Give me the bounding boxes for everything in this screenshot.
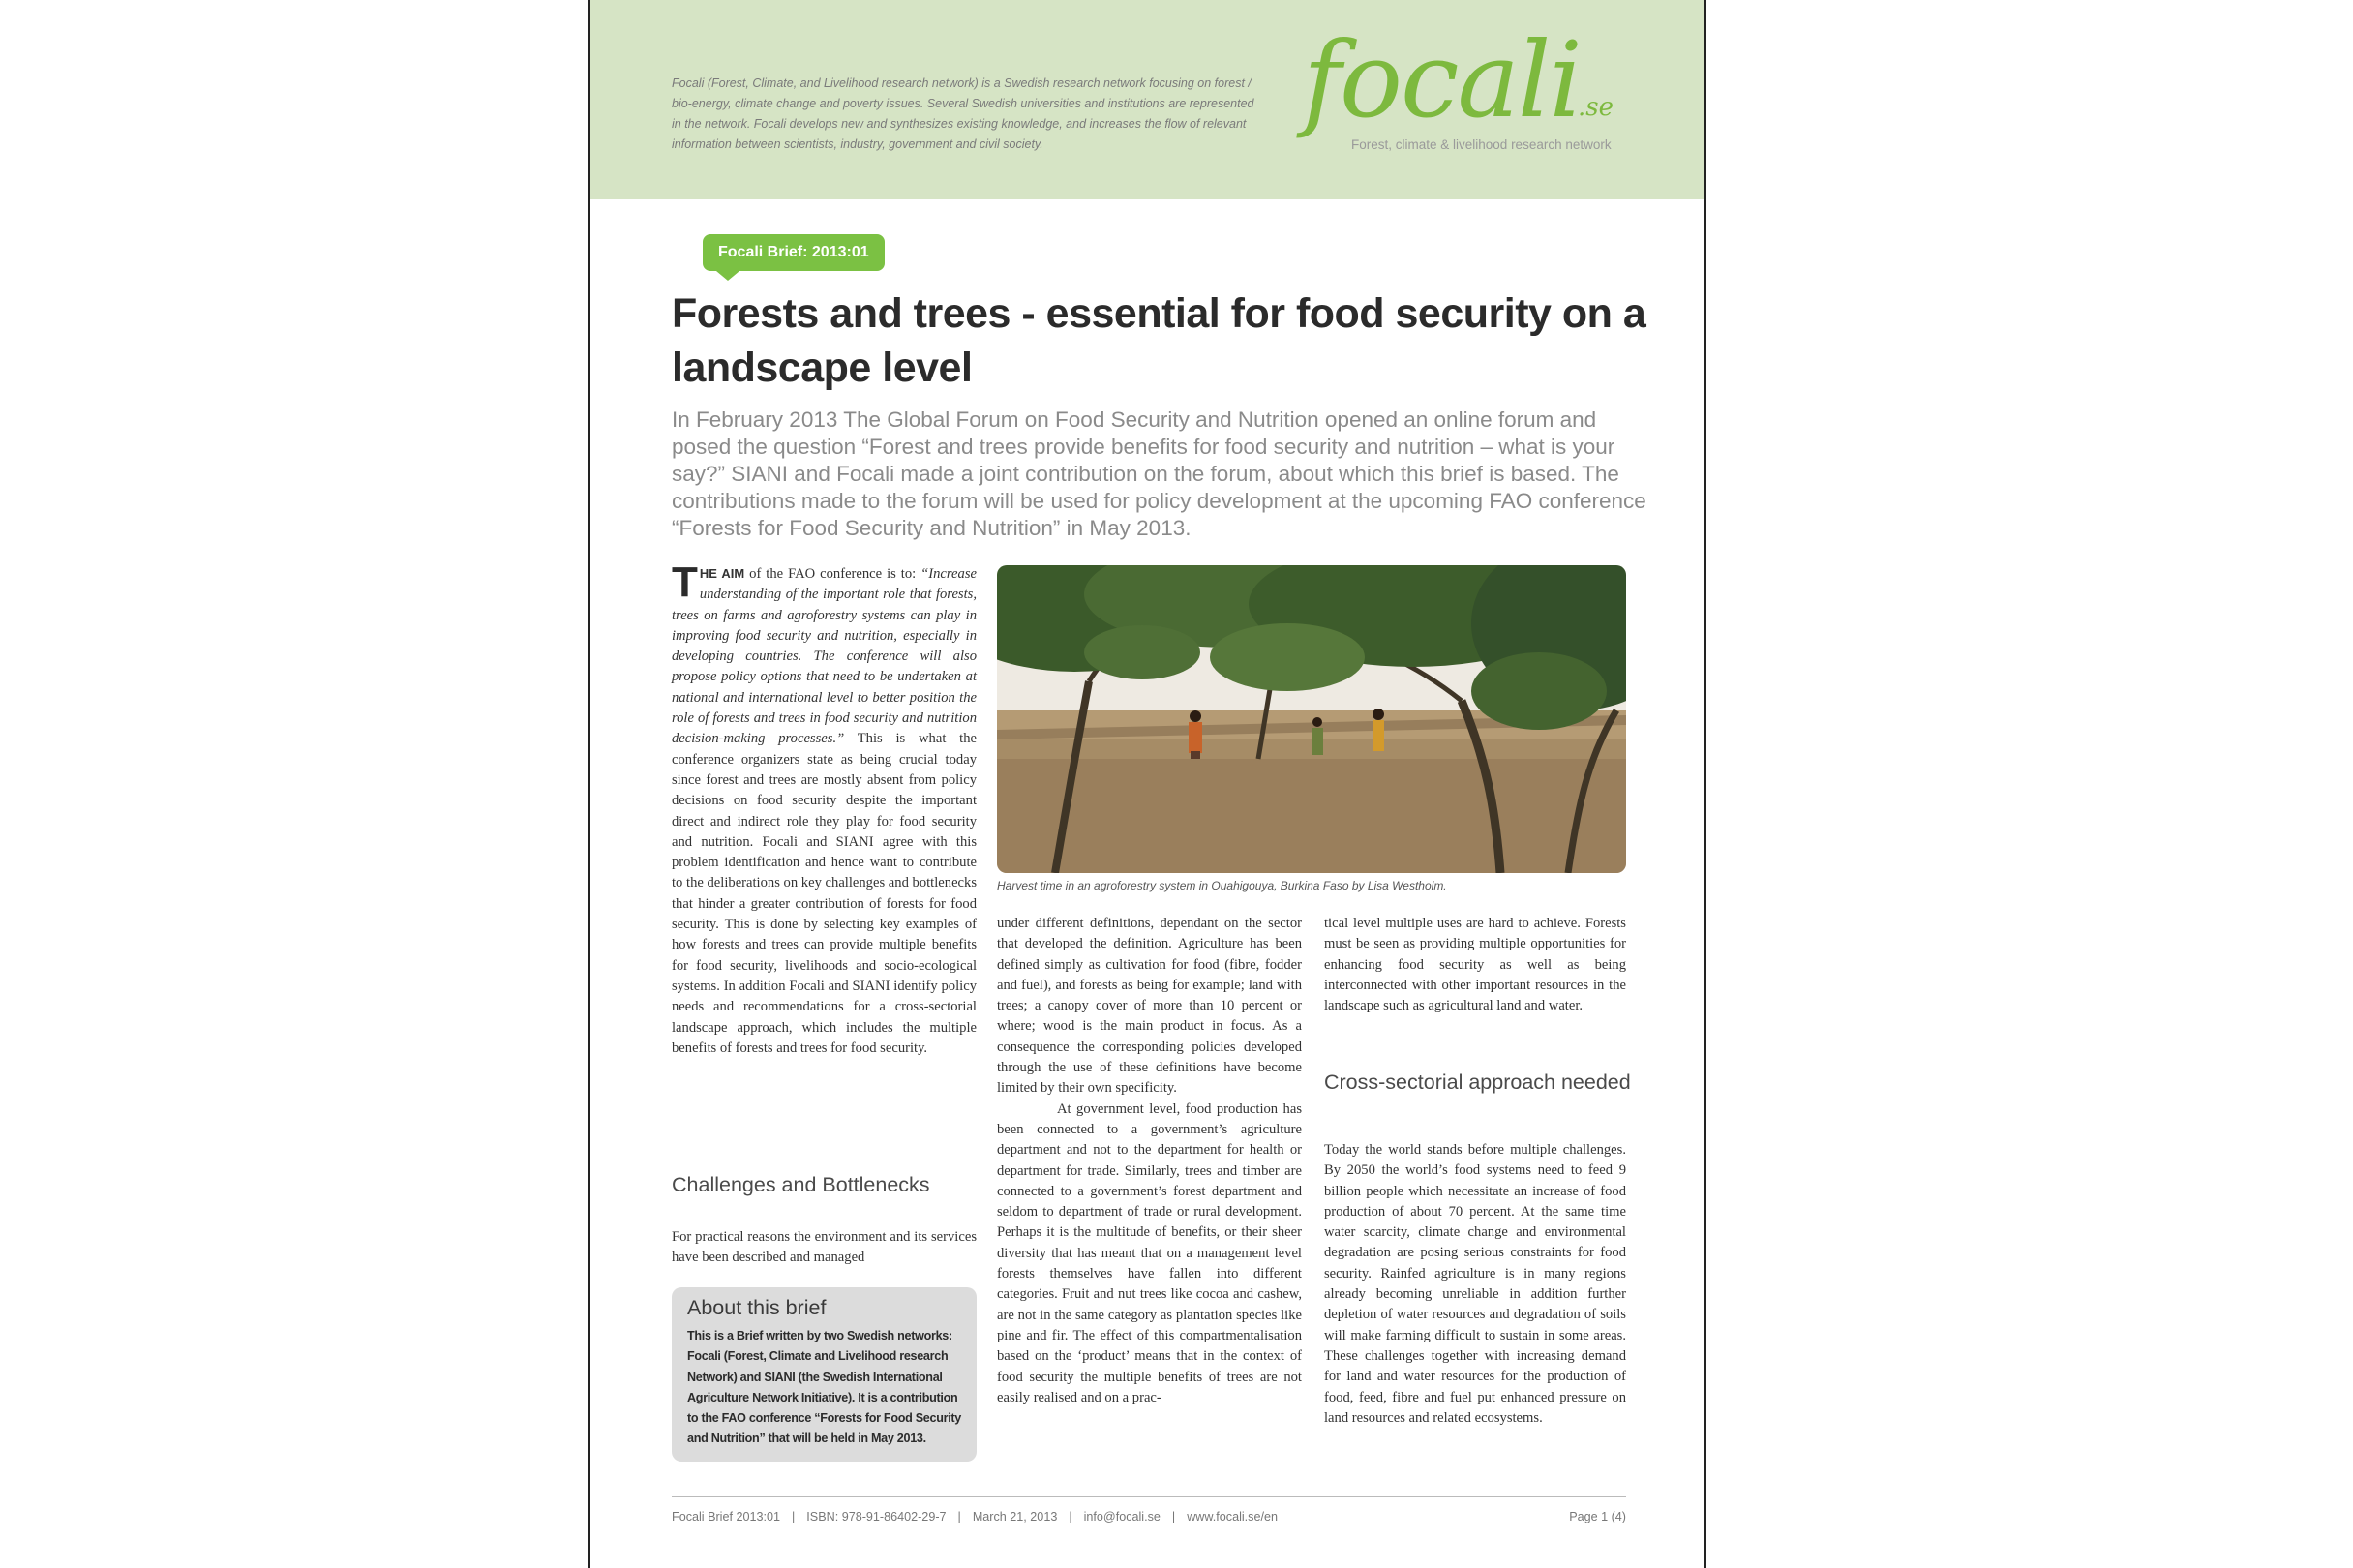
- footer-website[interactable]: www.focali.se/en: [1187, 1510, 1278, 1523]
- col2-paragraph-2: At government level, food production has been connected to a government’s agriculture department and not to the department for health or department for trade. Similarly, trees and timber are connected to a government’s forest department and seldom to department of trade or rural development. Perhaps it is the multitude of benefits, or their sheer diversity that has meant that on a management level forests themselves have fallen into different categories. Fruit and nut trees like cocoa and cashew, are not in the same category as plantation species like pine and fir. The effect of this compartmentalisation based on the ‘product’ means that in the context of food security the multiple benefits of trees are not easily realised and on a prac-: [997, 1101, 1302, 1405]
- footer-email[interactable]: info@focali.se: [1083, 1510, 1161, 1523]
- intro-text-b: This is what the conference organizers state as being crucial today since forest and trees are mostly absent from policy decisions on food security despite the important direct and indirect role they play for food security and nutrition. Focali and SIANI agree with this problem identification and hence want to contribute to the deliberations on key challenges and bottlenecks that hinder a greater contribution of forests for food security. This is done by selecting key examples of how forests and trees can provide multiple benefits for food security, livelihoods and socio-ecological systems. In addition Focali and SIANI identify policy needs and recommendations for a cross-sectorial landscape approach, which includes the multiple benefits of forests and trees for food security.: [672, 731, 977, 1056]
- footer-brief: Focali Brief 2013:01: [672, 1510, 781, 1523]
- photo-illustration: [997, 565, 1626, 873]
- about-body: This is a Brief written by two Swedish networks: Focali (Forest, Climate and Livelihood research Network) and SIANI (the Swedish International Agriculture Network Initiative). It is a contribution to the FAO conference “Forests for Food Security and Nutrition” that will be held in May 2013.: [687, 1329, 961, 1446]
- photo-caption: Harvest time in an agroforestry system in Ouahigouya, Burkina Faso by Lisa Westholm.: [997, 879, 1447, 892]
- logo-word: focali: [1303, 20, 1581, 141]
- footer-date: March 21, 2013: [972, 1510, 1058, 1523]
- about-title: About this brief: [687, 1296, 827, 1319]
- column-1-intro: [672, 558, 977, 1059]
- heading-cross-sectorial: Cross-sectorial approach needed: [1324, 1070, 1631, 1094]
- footer-divider: [672, 1496, 1626, 1497]
- col3-paragraph-2: Today the world stands before multiple challenges. By 2050 the world’s food systems need to feed 9 billion people which necessitate an increase of food production of about 70 percent. At the same time water scarcity, climate change and environmental degradation are posing serious constraints for food security. Rainfed agriculture is in many regions already becoming unreliable in addition further depletion of water resources and degradation of soils will make farming difficult to sustain in some areas. These challenges together with increasing demand for land and water resources for the production of food, feed, fibre and fuel put enhanced pressure on land resources and related ecosystems.: [1324, 1142, 1626, 1426]
- intro-text-a: of the FAO conference is to:: [744, 566, 921, 582]
- about-box: [672, 1287, 977, 1462]
- footer-isbn: ISBN: 978-91-86402-29-7: [806, 1510, 947, 1523]
- logo-tagline: Forest, climate & livelihood research network: [1351, 137, 1612, 152]
- header-band: [590, 0, 1704, 199]
- col2-paragraph-1: under different definitions, dependant on the sector that developed the definition. Agriculture has been defined simply as cultivation for food (fibre, fodder and fuel), and forests as being for example; land with trees; a canopy cover of more than 10 percent or where; wood is the main product in focus. As a consequence the corresponding policies developed through the use of these definitions have become limited by their own specificity.: [997, 916, 1302, 1097]
- brief-page: [588, 0, 1706, 1568]
- agroforestry-photo: [997, 565, 1626, 873]
- practical-paragraph: For practical reasons the environment and its services have been described and managed: [672, 1229, 977, 1266]
- conference-quote: “Increase understanding of the important role that forests, trees on farms and agroforestry systems can play in improving food security and nutrition, especially in developing countries. The conference will also propose policy options that need to be undertaken at national and international level to better position the role of forests and trees in food security and nutrition decision-making processes.”: [672, 566, 977, 747]
- footer: Focali Brief 2013:01 | ISBN: 978-91-86402-29-7 | March 21, 2013 | info@focali.se | www.focali.se/en Page 1 (4): [672, 1510, 1626, 1523]
- network-description: Focali (Forest, Climate, and Livelihood research network) is a Swedish research network focusing on forest / bio-energy, climate change and poverty issues. Several Swedish universities and institutions are represented in the network. Focali develops new and synthesizes existing knowledge, and increases the flow of relevant information between scientists, industry, government and civil society.: [672, 76, 1254, 151]
- page-number: Page 1 (4): [1569, 1510, 1626, 1523]
- lead-in: HE AIM: [699, 566, 745, 581]
- heading-challenges: Challenges and Bottlenecks: [672, 1173, 930, 1196]
- column-2: [997, 914, 1302, 1408]
- drop-cap: T: [672, 558, 698, 606]
- col3-paragraph-1: tical level multiple uses are hard to achieve. Forests must be seen as providing multiple opportunities for enhancing food security as well as being interconnected with other important resources in the landscape such as agricultural land and water.: [1324, 916, 1626, 1014]
- logo-tld: .se: [1578, 93, 1614, 122]
- focali-logo[interactable]: [1303, 20, 1651, 168]
- lead-paragraph: In February 2013 The Global Forum on Food Security and Nutrition opened an online forum and posed the question “Forest and trees provide benefits for food security and nutrition – what is your say?” SIANI and Focali made a joint contribution on the forum, about which this brief is based. The contributions made to the forum will be used for policy development at the upcoming FAO conference “Forests for Food Security and Nutrition” in May 2013.: [672, 407, 1646, 540]
- page-title: Forests and trees - essential for food security on a landscape level: [672, 290, 1646, 391]
- badge-pointer: [716, 271, 739, 281]
- brief-badge: Focali Brief: 2013:01: [703, 234, 885, 271]
